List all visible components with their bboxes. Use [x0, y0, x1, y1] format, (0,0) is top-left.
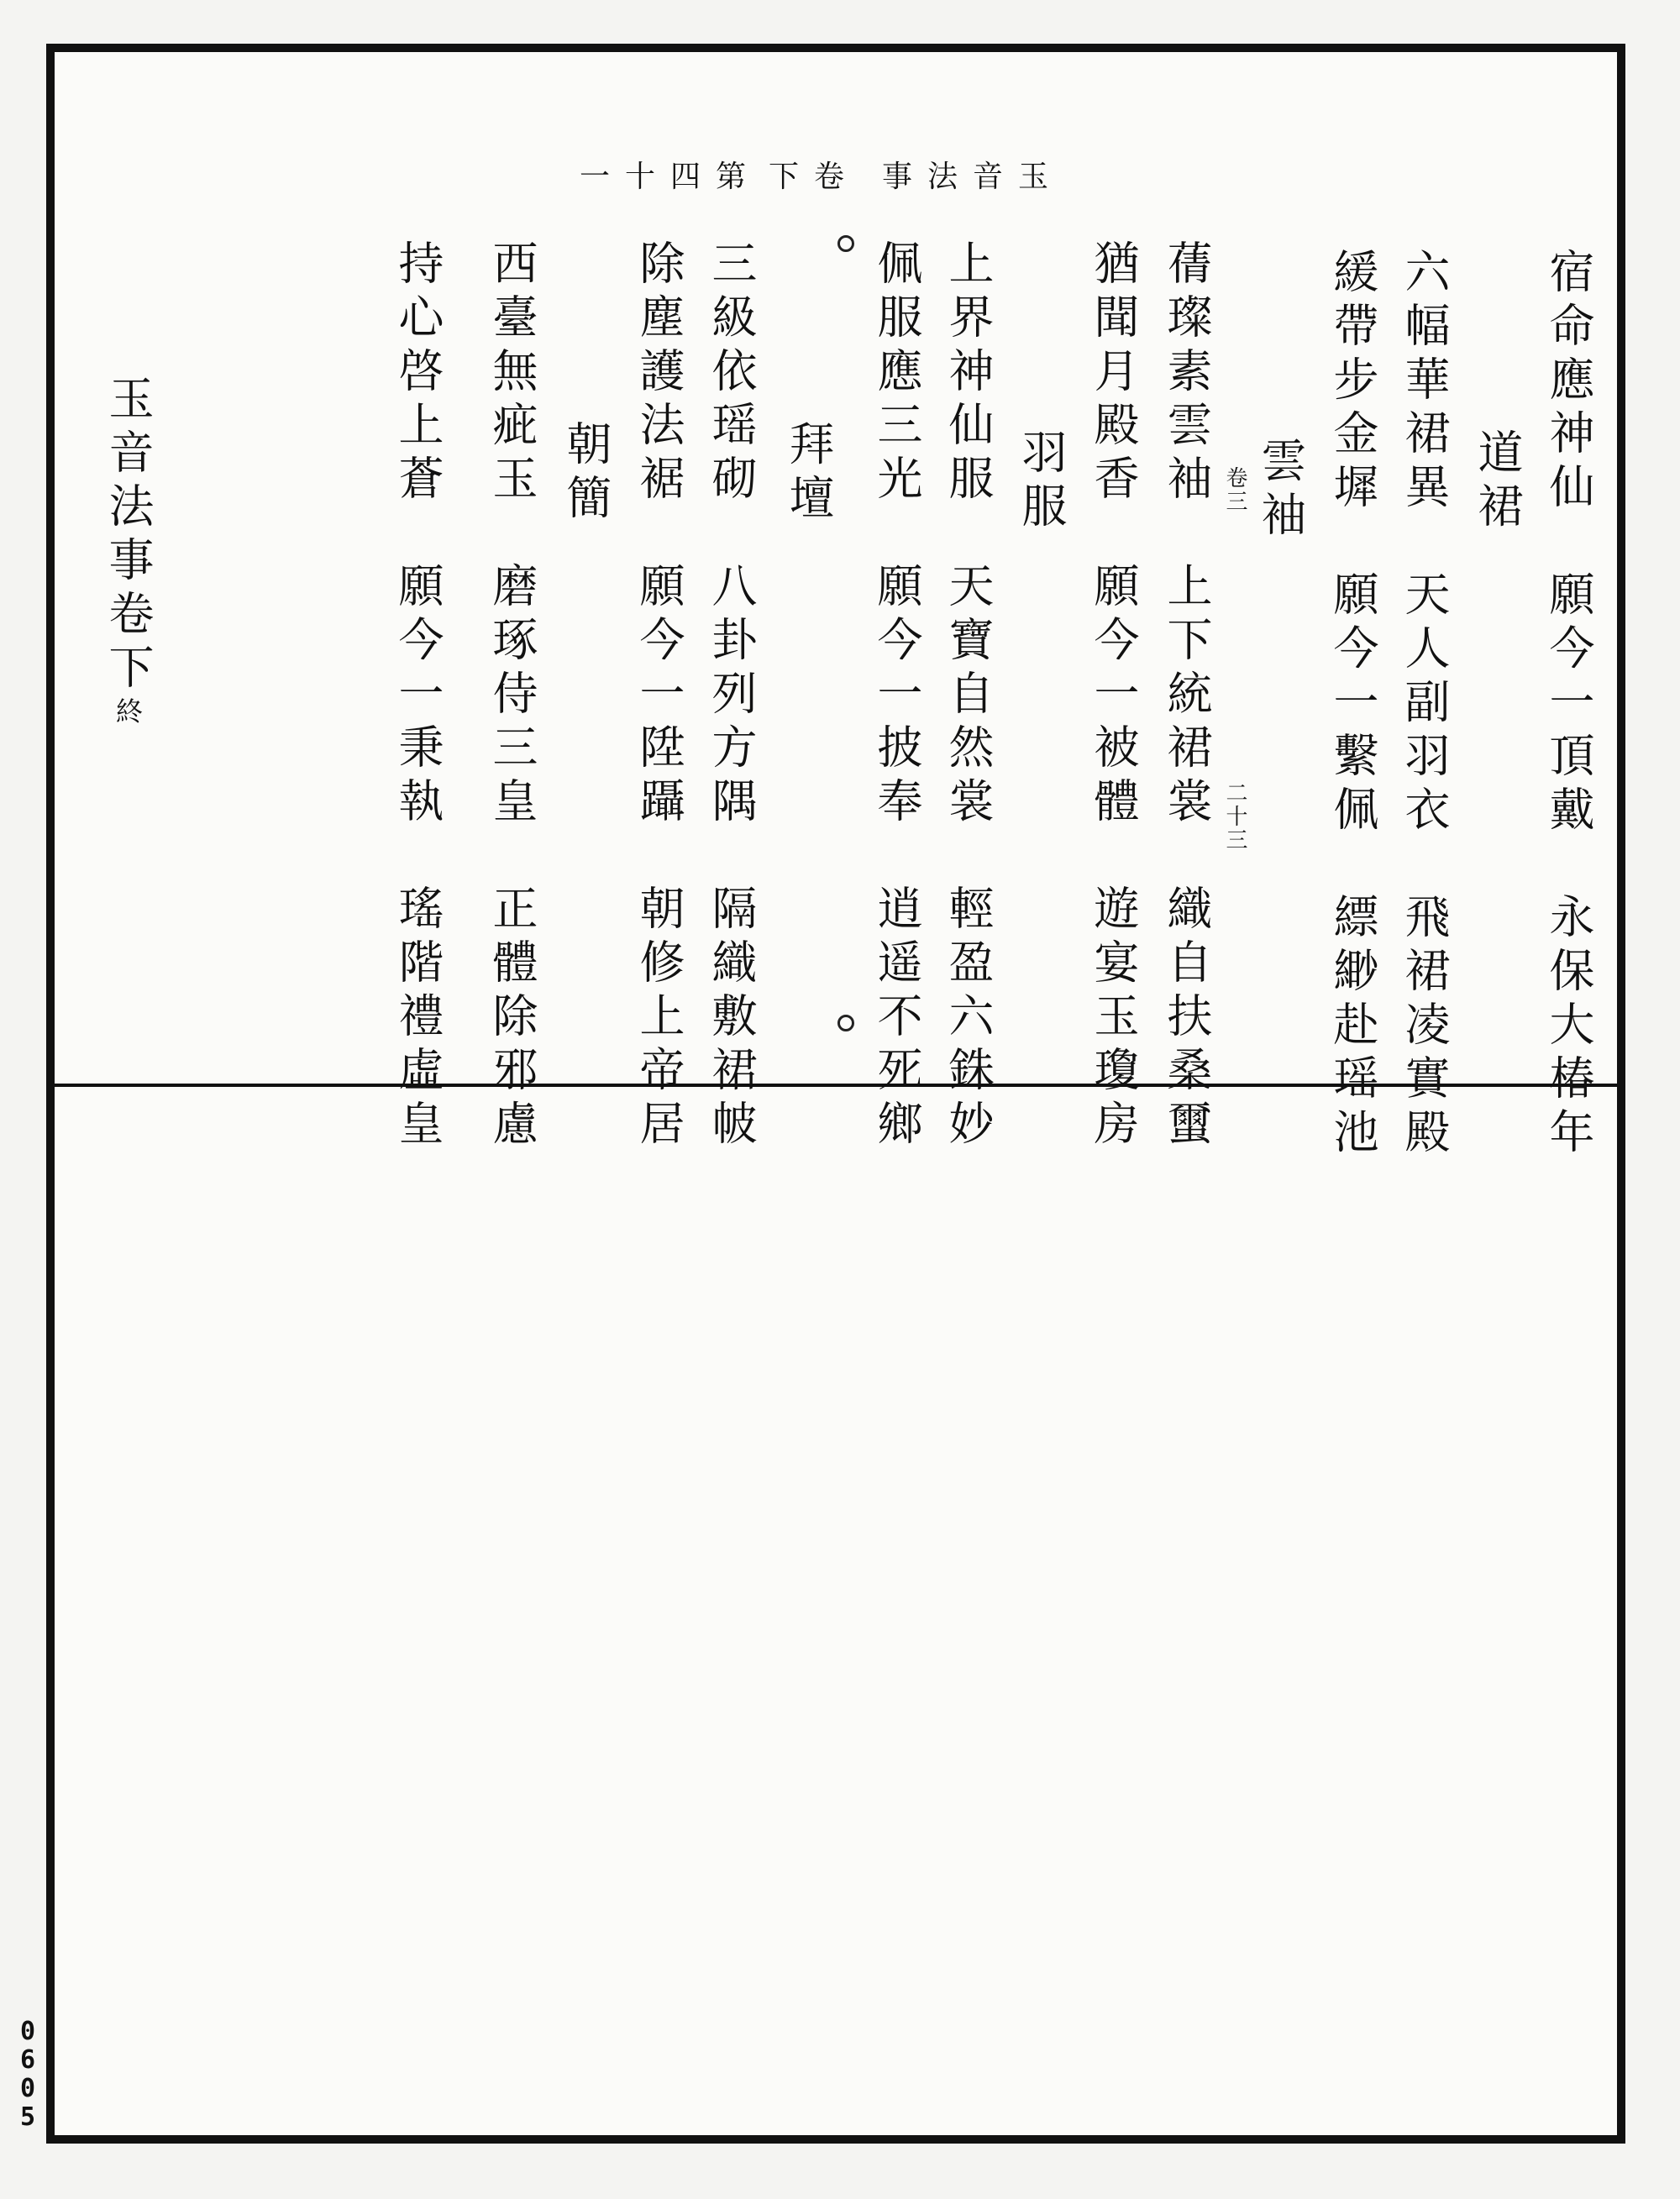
text-line-7: 佩服應三光 願今一披奉 逍遥不死鄉 [870, 239, 923, 1153]
end-mark: 終 [112, 697, 144, 724]
closing-title [102, 252, 196, 724]
section-heading-robe: 道裙 [1471, 428, 1524, 536]
punctuation-circle [837, 1015, 854, 1031]
text-line-10: 西臺無疵玉 磨琢侍三皇 正體除邪慮 [486, 239, 538, 1153]
text-line-1: 宿命應神仙 願今一頂戴 永保大椿年 [1542, 248, 1595, 1162]
section-heading-cloud: 雲袖 [1254, 437, 1307, 544]
section-heading-feather: 羽服 [1015, 428, 1068, 536]
closing-title-text: 玉音法事卷下 [102, 375, 155, 697]
text-line-2: 六幅華裙異 天人副羽衣 飛裙凌實殿 [1398, 248, 1451, 1162]
header-title: 玉音法事 [882, 160, 1064, 194]
page-frame [46, 44, 1625, 2144]
margin-note-count: 二十三 [1222, 781, 1247, 852]
section-heading-altar: 拜壇 [782, 420, 835, 527]
text-line-3: 緩帶步金墀 願今一繫佩 縹緲赴瑶池 [1326, 248, 1379, 1162]
text-line-9: 除塵護法裾 願今一陞躡 朝修上帝居 [633, 239, 685, 1153]
margin-note-volume: 卷三 [1222, 466, 1247, 513]
text-line-6: 上界神仙服 天寶自然裳 輕盈六銖妙 [942, 239, 995, 1153]
section-heading-tablet: 朝簡 [559, 420, 612, 527]
lower-divider [46, 1084, 1625, 1087]
text-line-11: 持心啓上蒼 願今一秉執 瑤階禮虛皇 [391, 239, 444, 1153]
header-sheet: 第四十一 [580, 160, 762, 194]
text-line-8: 三級依瑶砌 八卦列方隅 隔織敷裙帔 [705, 239, 758, 1153]
text-line-5: 猶聞月殿香 願今一被體 遊宴玉瓊房 [1087, 239, 1140, 1153]
text-line-4: 蒨璨素雲袖 上下統裙裳 織自扶桑蠒 [1160, 239, 1213, 1153]
page-number: 0605 [19, 2017, 36, 2132]
punctuation-circle [837, 235, 854, 252]
header-volume: 卷下 [769, 160, 860, 194]
